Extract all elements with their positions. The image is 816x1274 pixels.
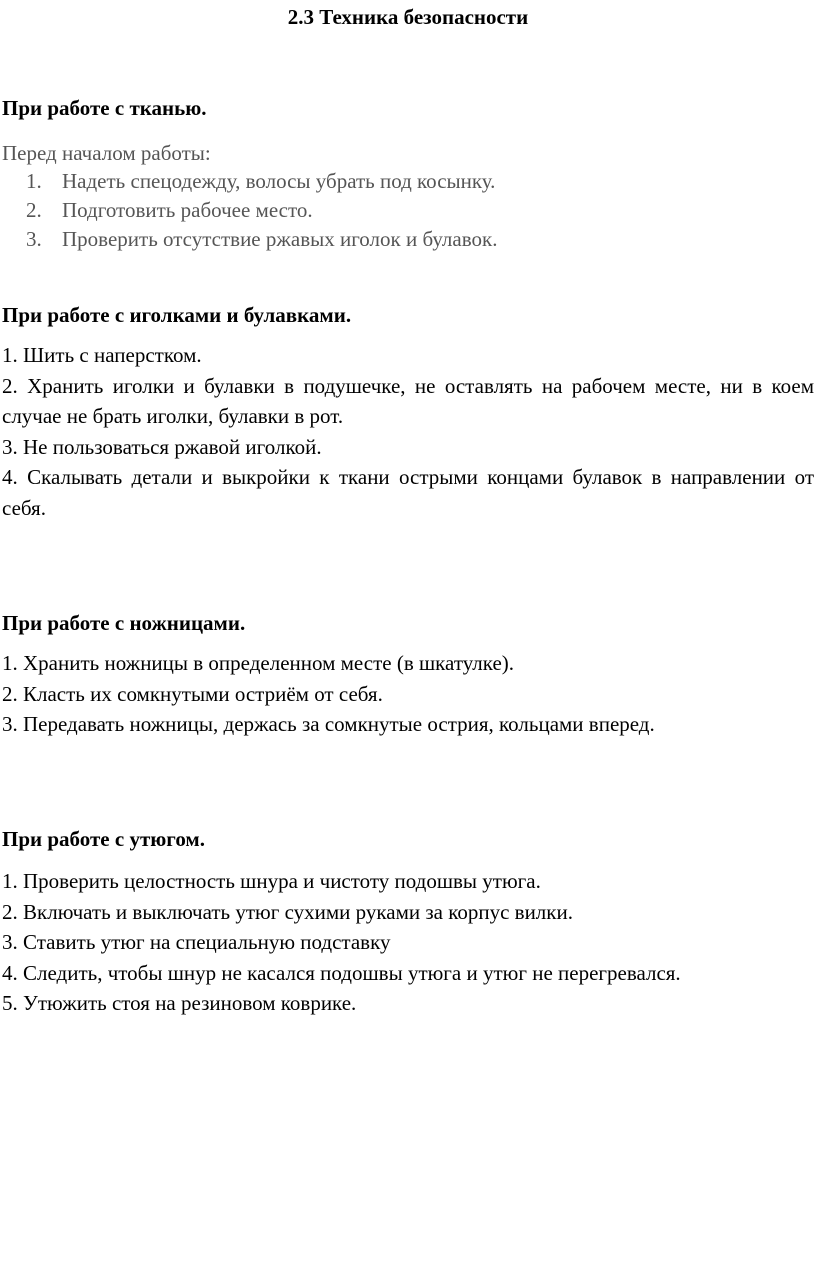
scissors-list [2, 648, 814, 740]
list-item: 5. Утюжить стоя на резиновом коврике. [2, 991, 357, 1015]
needles-list [2, 340, 814, 523]
list-item: 1. Проверить целостность шнура и чистоту подошвы утюга. [2, 869, 541, 893]
list-item-text: Проверить отсутствие ржавых иголок и булавок. [62, 227, 498, 251]
iron-list [2, 866, 814, 1019]
list-item [26, 196, 497, 225]
section-heading-needles: При работе с иголками и булавками. [2, 303, 352, 327]
list-item: 3. Не пользоваться ржавой иголкой. [2, 434, 322, 459]
list-item: 3. Ставить утюг на специальную подставку [2, 930, 391, 954]
page-title: 2.3 Техника безопасности [287, 5, 529, 29]
list-item [26, 167, 497, 196]
fabric-intro: Перед началом работы: [2, 141, 211, 165]
list-item: 2. Класть их сомкнутыми остриём от себя. [2, 681, 383, 706]
list-item: 1. Хранить ножницы в определенном месте (в шкатулке). [2, 651, 515, 675]
fabric-list [26, 167, 497, 254]
section-heading-scissors: При работе с ножницами. [2, 611, 246, 635]
list-item-number: 1. [26, 169, 42, 193]
list-item: 3. Передавать ножницы, держась за сомкнутые острия, кольцами вперед. [2, 712, 655, 736]
list-item-number: 3. [26, 227, 42, 251]
list-item: 4. Скалывать детали и выкройки к ткани острыми концами булавок в направлении от себя. [2, 465, 814, 520]
section-heading-fabric: При работе с тканью. [2, 96, 207, 120]
list-item-number: 2. [26, 198, 42, 222]
list-item-text: Надеть спецодежду, волосы убрать под косынку. [62, 169, 496, 193]
list-item: 4. Следить, чтобы шнур не касался подошвы утюга и утюг не перегревался. [2, 960, 681, 985]
list-item [26, 225, 497, 254]
list-item: 2. Включать и выключать утюг сухими руками за корпус вилки. [2, 899, 573, 924]
list-item: 1. Шить с наперстком. [2, 343, 202, 367]
list-item: 2. Хранить иголки и булавки в подушечке, не оставлять на рабочем месте, ни в коем случае не брать иголки, булавки в рот. [2, 373, 814, 428]
section-heading-iron: При работе с утюгом. [2, 827, 205, 851]
list-item-text: Подготовить рабочее место. [62, 198, 313, 222]
